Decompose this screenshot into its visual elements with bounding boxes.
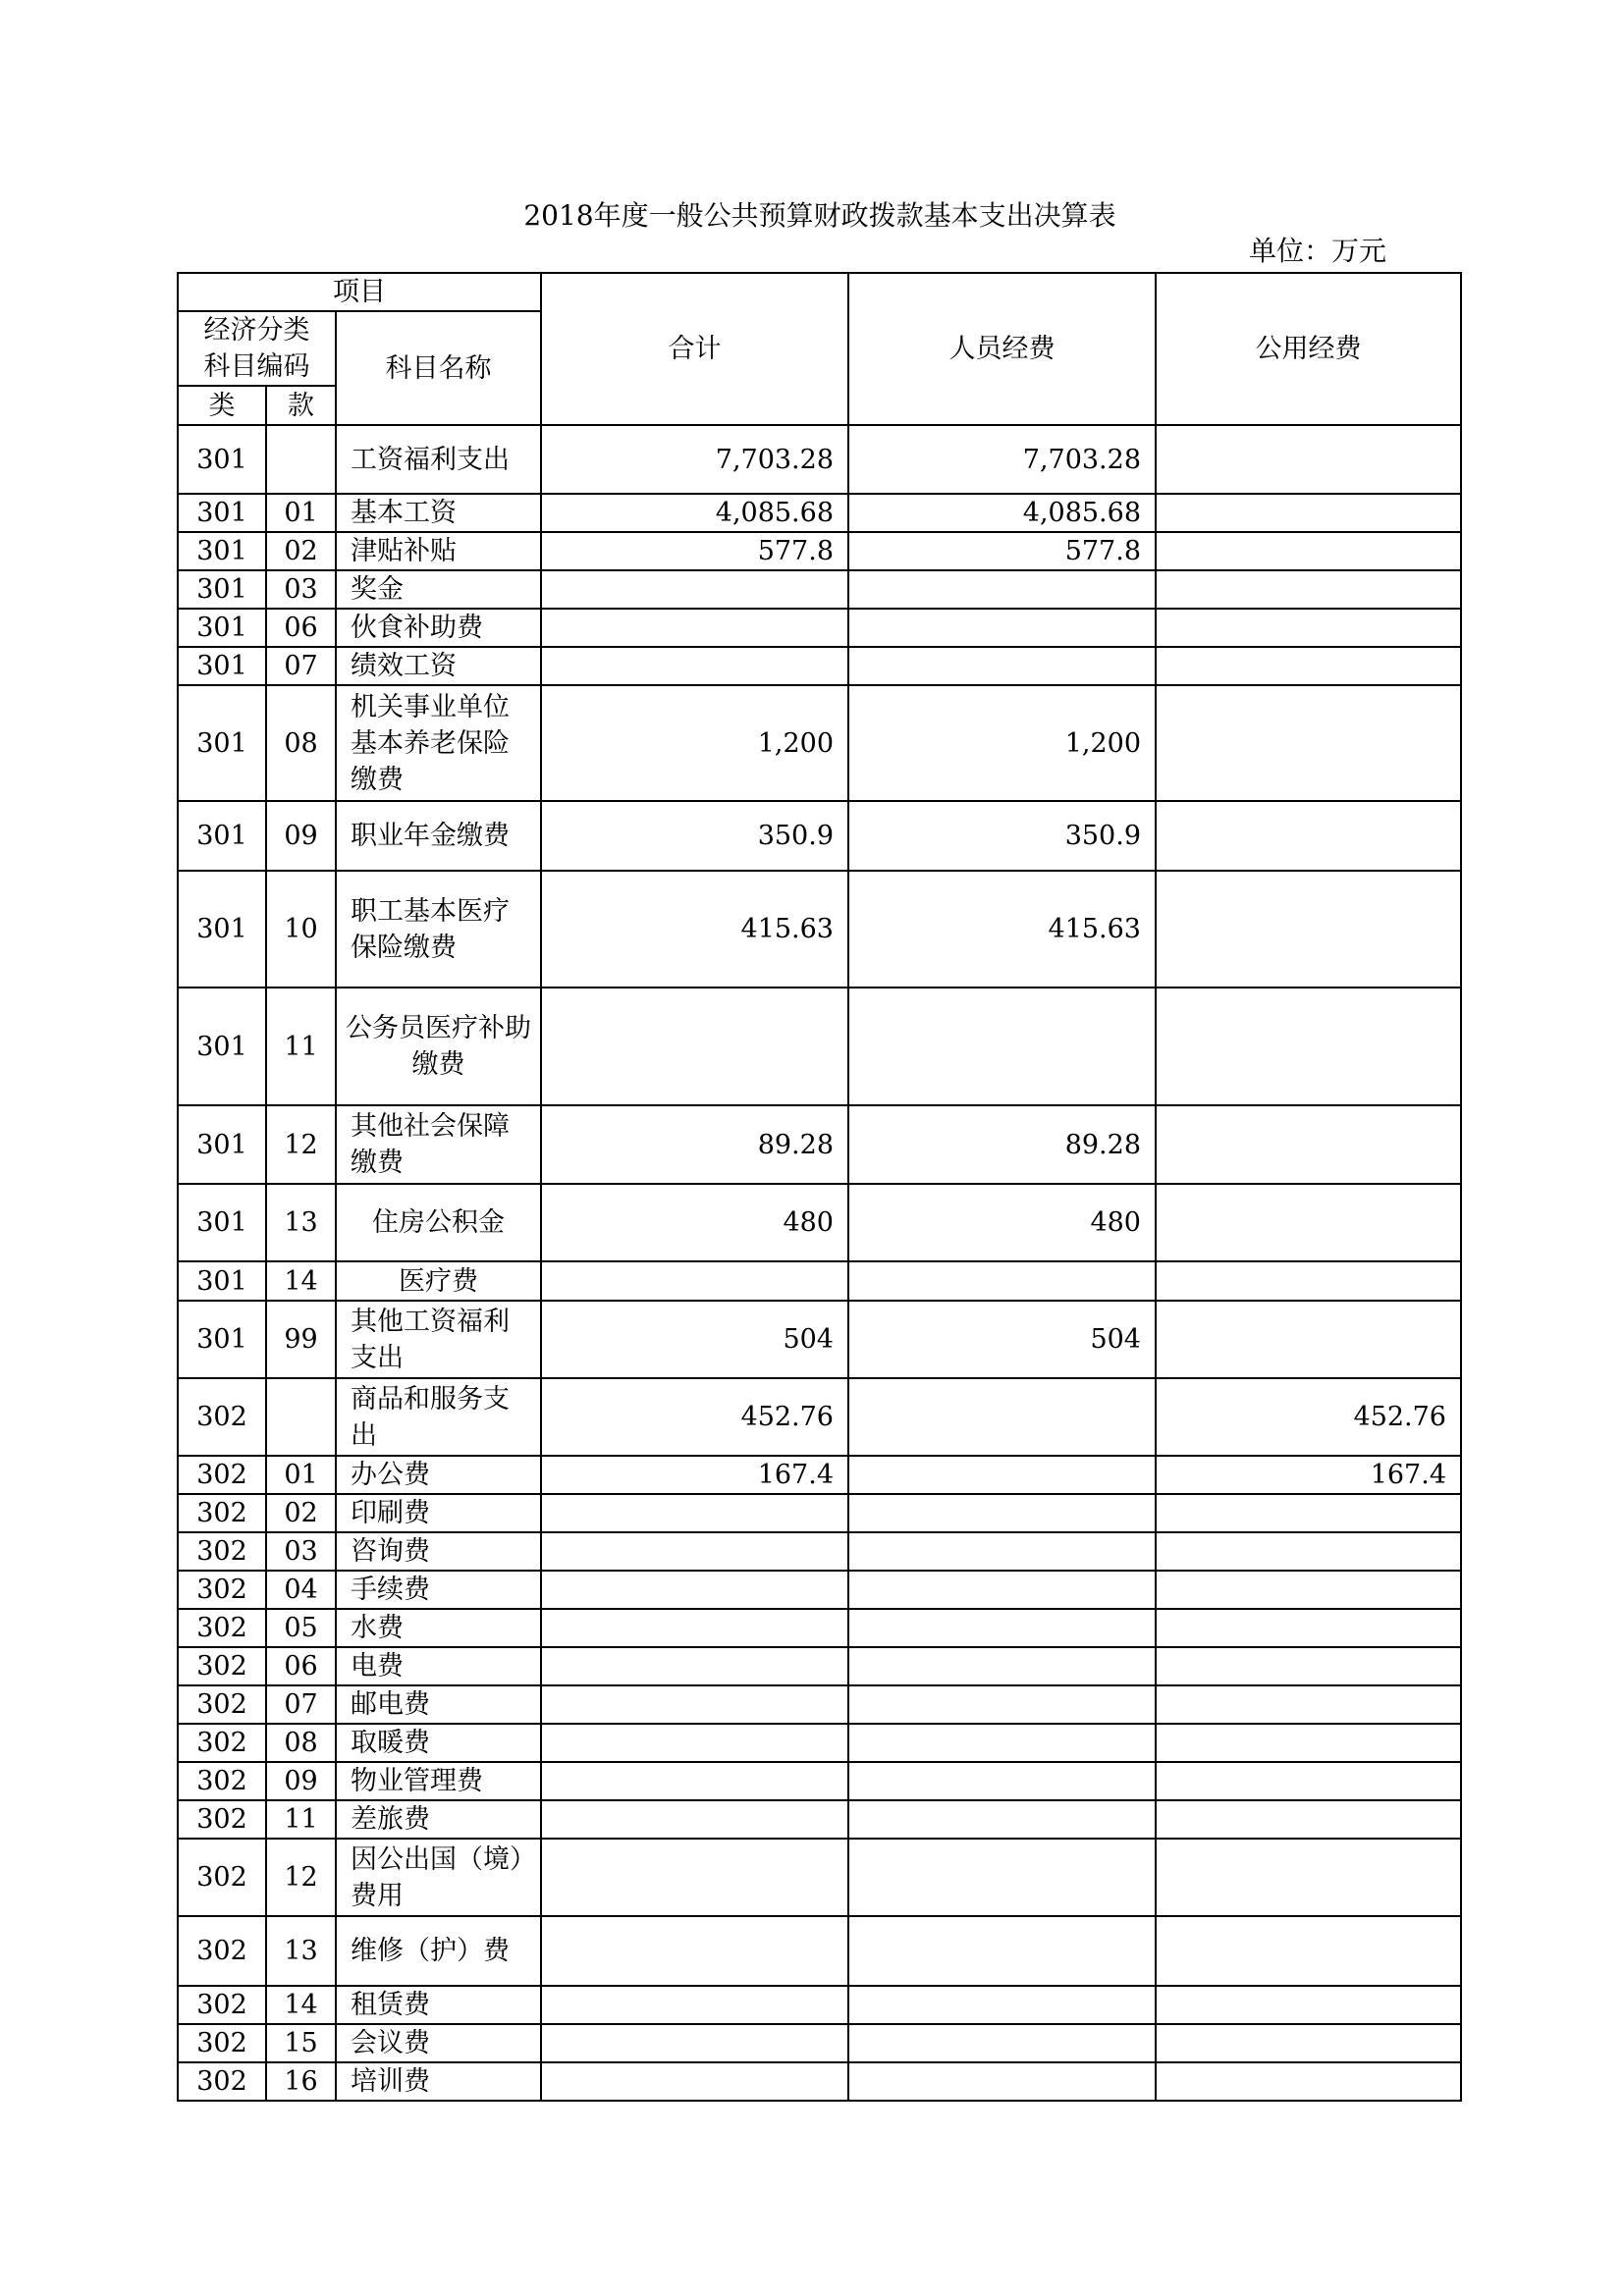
cell-section: 13: [266, 1916, 336, 1986]
cell-section: 14: [266, 1261, 336, 1301]
cell-class: 301: [178, 988, 266, 1105]
cell-personnel: [848, 988, 1156, 1105]
cell-subject-name: 水费: [336, 1609, 541, 1647]
cell-public: [1156, 570, 1461, 609]
cell-total: 504: [541, 1301, 848, 1378]
table-row: [178, 685, 1461, 801]
table-row: [178, 1839, 1461, 1916]
cell-personnel: 480: [848, 1184, 1156, 1261]
cell-total: [541, 647, 848, 685]
table-row: [178, 1647, 1461, 1685]
table-row: [178, 801, 1461, 871]
cell-personnel: [848, 1609, 1156, 1647]
table-row: [178, 494, 1461, 532]
cell-subject-name: 伙食补助费: [336, 609, 541, 647]
cell-personnel: [848, 1494, 1156, 1532]
cell-subject-name: 商品和服务支出: [336, 1378, 541, 1456]
cell-section: 01: [266, 1456, 336, 1494]
cell-class: 301: [178, 609, 266, 647]
header-public: 公用经费: [1156, 273, 1461, 425]
cell-total: [541, 1839, 848, 1916]
cell-total: 1,200: [541, 685, 848, 801]
cell-section: 09: [266, 801, 336, 871]
cell-section: 08: [266, 685, 336, 801]
cell-total: [541, 609, 848, 647]
cell-class: 301: [178, 1105, 266, 1184]
cell-class: 302: [178, 1609, 266, 1647]
table-row: [178, 570, 1461, 609]
cell-public: [1156, 1571, 1461, 1609]
cell-class: 302: [178, 1494, 266, 1532]
cell-personnel: [848, 1986, 1156, 2024]
cell-class: 302: [178, 1839, 266, 1916]
cell-public: [1156, 2024, 1461, 2062]
cell-class: 302: [178, 1986, 266, 2024]
cell-subject-name: 津贴补贴: [336, 532, 541, 570]
cell-class: 302: [178, 2062, 266, 2101]
cell-subject-name: 印刷费: [336, 1494, 541, 1532]
cell-personnel: [848, 1571, 1156, 1609]
cell-subject-name: 租赁费: [336, 1986, 541, 2024]
cell-total: [541, 1494, 848, 1532]
cell-class: 302: [178, 1762, 266, 1800]
header-subject-name: 科目名称: [336, 311, 541, 425]
cell-class: 302: [178, 1916, 266, 1986]
cell-class: 301: [178, 871, 266, 988]
cell-personnel: [848, 1378, 1156, 1456]
cell-subject-name: 绩效工资: [336, 647, 541, 685]
header-total: 合计: [541, 273, 848, 425]
cell-subject-name: 电费: [336, 1647, 541, 1685]
cell-public: [1156, 1532, 1461, 1571]
cell-subject-name: 培训费: [336, 2062, 541, 2101]
header-class: 类: [178, 386, 266, 425]
cell-section: 07: [266, 1685, 336, 1724]
cell-section: [266, 1378, 336, 1456]
cell-section: 07: [266, 647, 336, 685]
cell-class: 302: [178, 1378, 266, 1456]
cell-public: [1156, 609, 1461, 647]
cell-section: 14: [266, 1986, 336, 2024]
page-title: 2018年度一般公共预算财政拨款基本支出决算表: [523, 199, 1116, 232]
cell-class: 301: [178, 570, 266, 609]
cell-section: 15: [266, 2024, 336, 2062]
cell-section: 10: [266, 871, 336, 988]
cell-section: 11: [266, 988, 336, 1105]
table-row: [178, 1456, 1461, 1494]
cell-subject-name: 会议费: [336, 2024, 541, 2062]
cell-personnel: [848, 1261, 1156, 1301]
cell-subject-name: 机关事业单位基本养老保险缴费: [336, 685, 541, 801]
cell-section: 06: [266, 609, 336, 647]
cell-section: 09: [266, 1762, 336, 1800]
cell-total: [541, 570, 848, 609]
cell-class: 301: [178, 494, 266, 532]
table-row: [178, 1105, 1461, 1184]
cell-total: [541, 988, 848, 1105]
header-item: 项目: [178, 273, 541, 311]
cell-section: 16: [266, 2062, 336, 2101]
table-row: [178, 532, 1461, 570]
cell-section: 01: [266, 494, 336, 532]
cell-subject-name: 其他社会保障缴费: [336, 1105, 541, 1184]
cell-personnel: [848, 609, 1156, 647]
header-personnel: 人员经费: [848, 273, 1156, 425]
cell-public: [1156, 1261, 1461, 1301]
cell-personnel: [848, 1762, 1156, 1800]
cell-subject-name: 维修（护）费: [336, 1916, 541, 1986]
header-section: 款: [266, 386, 336, 425]
cell-subject-name: 职工基本医疗保险缴费: [336, 871, 541, 988]
cell-total: [541, 1762, 848, 1800]
cell-total: [541, 1261, 848, 1301]
cell-class: 301: [178, 1184, 266, 1261]
cell-public: [1156, 1800, 1461, 1839]
cell-personnel: 89.28: [848, 1105, 1156, 1184]
cell-total: 4,085.68: [541, 494, 848, 532]
cell-class: 302: [178, 2024, 266, 2062]
table-row: [178, 1532, 1461, 1571]
cell-class: 301: [178, 1261, 266, 1301]
cell-total: 415.63: [541, 871, 848, 988]
cell-section: [266, 425, 336, 494]
cell-public: 167.4: [1156, 1456, 1461, 1494]
cell-public: [1156, 647, 1461, 685]
cell-total: [541, 1647, 848, 1685]
cell-public: [1156, 1609, 1461, 1647]
cell-section: 13: [266, 1184, 336, 1261]
cell-personnel: 1,200: [848, 685, 1156, 801]
cell-public: [1156, 532, 1461, 570]
cell-section: 11: [266, 1800, 336, 1839]
cell-public: [1156, 494, 1461, 532]
cell-public: [1156, 2062, 1461, 2101]
cell-personnel: [848, 1916, 1156, 1986]
cell-total: [541, 1532, 848, 1571]
cell-personnel: 350.9: [848, 801, 1156, 871]
cell-subject-name: 工资福利支出: [336, 425, 541, 494]
table-row: [178, 1685, 1461, 1724]
cell-personnel: [848, 2024, 1156, 2062]
cell-public: [1156, 871, 1461, 988]
cell-total: [541, 1986, 848, 2024]
cell-personnel: [848, 1532, 1156, 1571]
table-row: [178, 425, 1461, 494]
table-row: [178, 1986, 1461, 2024]
cell-personnel: 504: [848, 1301, 1156, 1378]
cell-total: [541, 2062, 848, 2101]
cell-subject-name: 职业年金缴费: [336, 801, 541, 871]
cell-section: 05: [266, 1609, 336, 1647]
cell-class: 302: [178, 1647, 266, 1685]
cell-public: [1156, 425, 1461, 494]
cell-class: 302: [178, 1800, 266, 1839]
budget-table: [177, 272, 1462, 2102]
cell-subject-name: 基本工资: [336, 494, 541, 532]
cell-public: [1156, 1762, 1461, 1800]
cell-subject-name: 取暖费: [336, 1724, 541, 1762]
cell-class: 302: [178, 1685, 266, 1724]
cell-personnel: [848, 1839, 1156, 1916]
cell-public: [1156, 801, 1461, 871]
table-row: [178, 871, 1461, 988]
unit-label: 单位：万元: [1248, 235, 1386, 267]
cell-personnel: 7,703.28: [848, 425, 1156, 494]
table-row: [178, 1378, 1461, 1456]
table-row: [178, 1800, 1461, 1839]
table-row: [178, 1261, 1461, 1301]
cell-total: [541, 1609, 848, 1647]
cell-personnel: 415.63: [848, 871, 1156, 988]
cell-class: 302: [178, 1532, 266, 1571]
table-row: [178, 1571, 1461, 1609]
cell-personnel: [848, 2062, 1156, 2101]
cell-subject-name: 咨询费: [336, 1532, 541, 1571]
table-row: [178, 1494, 1461, 1532]
cell-personnel: [848, 1456, 1156, 1494]
cell-section: 99: [266, 1301, 336, 1378]
cell-total: [541, 1800, 848, 1839]
cell-personnel: 577.8: [848, 532, 1156, 570]
cell-personnel: [848, 570, 1156, 609]
cell-class: 301: [178, 425, 266, 494]
cell-total: 480: [541, 1184, 848, 1261]
cell-subject-name: 办公费: [336, 1456, 541, 1494]
table-row: [178, 647, 1461, 685]
cell-subject-name: 住房公积金: [336, 1184, 541, 1261]
cell-section: 02: [266, 1494, 336, 1532]
table-body: [178, 425, 1461, 2101]
cell-public: 452.76: [1156, 1378, 1461, 1456]
cell-personnel: [848, 1685, 1156, 1724]
table-row: [178, 1916, 1461, 1986]
table-row: [178, 1609, 1461, 1647]
cell-public: [1156, 1916, 1461, 1986]
table-row: [178, 2024, 1461, 2062]
table-row: [178, 1724, 1461, 1762]
cell-section: 08: [266, 1724, 336, 1762]
cell-total: [541, 1571, 848, 1609]
cell-class: 302: [178, 1456, 266, 1494]
cell-personnel: 4,085.68: [848, 494, 1156, 532]
cell-total: [541, 1685, 848, 1724]
cell-class: 302: [178, 1724, 266, 1762]
cell-section: 06: [266, 1647, 336, 1685]
cell-public: [1156, 1647, 1461, 1685]
cell-section: 02: [266, 532, 336, 570]
cell-class: 301: [178, 532, 266, 570]
table-row: [178, 1762, 1461, 1800]
cell-subject-name: 差旅费: [336, 1800, 541, 1839]
table-row: [178, 1184, 1461, 1261]
cell-subject-name: 奖金: [336, 570, 541, 609]
cell-public: [1156, 685, 1461, 801]
cell-total: 452.76: [541, 1378, 848, 1456]
cell-subject-name: 手续费: [336, 1571, 541, 1609]
cell-section: 12: [266, 1105, 336, 1184]
cell-subject-name: 公务员医疗补助缴费: [336, 988, 541, 1105]
cell-class: 301: [178, 685, 266, 801]
cell-section: 03: [266, 1532, 336, 1571]
cell-class: 301: [178, 1301, 266, 1378]
cell-total: [541, 1724, 848, 1762]
cell-public: [1156, 1494, 1461, 1532]
cell-total: 89.28: [541, 1105, 848, 1184]
cell-public: [1156, 1839, 1461, 1916]
cell-personnel: [848, 647, 1156, 685]
cell-total: [541, 2024, 848, 2062]
cell-total: 167.4: [541, 1456, 848, 1494]
cell-public: [1156, 1105, 1461, 1184]
table-row: [178, 609, 1461, 647]
cell-section: 03: [266, 570, 336, 609]
cell-total: [541, 1916, 848, 1986]
table-row: [178, 988, 1461, 1105]
cell-public: [1156, 1301, 1461, 1378]
cell-section: 12: [266, 1839, 336, 1916]
cell-personnel: [848, 1800, 1156, 1839]
cell-total: 7,703.28: [541, 425, 848, 494]
cell-class: 301: [178, 801, 266, 871]
cell-personnel: [848, 1647, 1156, 1685]
header-econ-code-line2: 科目编码: [178, 348, 336, 386]
table-row: [178, 2062, 1461, 2101]
cell-subject-name: 物业管理费: [336, 1762, 541, 1800]
cell-public: [1156, 1986, 1461, 2024]
cell-class: 301: [178, 647, 266, 685]
cell-section: 04: [266, 1571, 336, 1609]
cell-total: 577.8: [541, 532, 848, 570]
cell-public: [1156, 988, 1461, 1105]
header-econ-code-line1: 经济分类: [178, 311, 336, 348]
cell-total: 350.9: [541, 801, 848, 871]
cell-public: [1156, 1184, 1461, 1261]
table-row: [178, 1301, 1461, 1378]
cell-public: [1156, 1724, 1461, 1762]
cell-subject-name: 其他工资福利支出: [336, 1301, 541, 1378]
cell-subject-name: 因公出国（境）费用: [336, 1839, 541, 1916]
cell-public: [1156, 1685, 1461, 1724]
cell-personnel: [848, 1724, 1156, 1762]
cell-subject-name: 邮电费: [336, 1685, 541, 1724]
cell-subject-name: 医疗费: [336, 1261, 541, 1301]
cell-class: 302: [178, 1571, 266, 1609]
